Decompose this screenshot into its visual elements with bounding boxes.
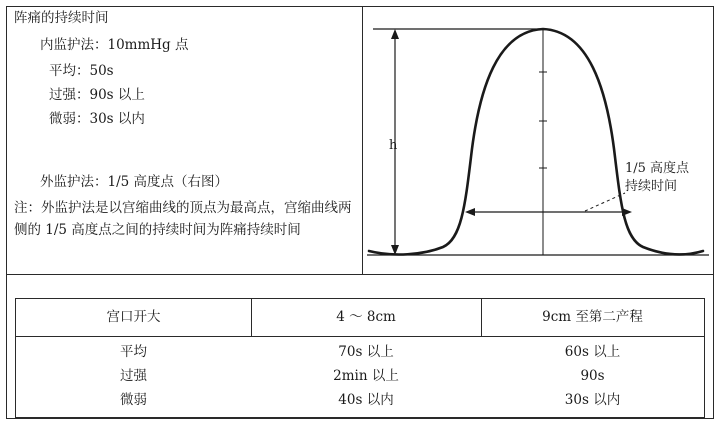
table-cell: 过强 — [120, 368, 147, 384]
table-cell: 60s 以上 — [564, 344, 621, 360]
callout-label-line1: 1/5 高度点 — [625, 161, 690, 176]
section-title: 阵痛的持续时间 — [14, 10, 109, 26]
table-cell: 平均 — [120, 344, 147, 360]
table-cell: 40s 以内 — [338, 392, 394, 408]
table-cell: 2min 以上 — [333, 368, 399, 384]
callout-label-line2: 持续时间 — [625, 179, 678, 194]
weak-text: 微弱：30s 以内 — [49, 111, 145, 127]
duration-arrow-right-head — [622, 208, 632, 216]
dilation-duration-table — [15, 298, 705, 418]
table-cell: 30s 以内 — [564, 392, 621, 408]
table-cell: 微弱 — [120, 392, 147, 408]
table-cell: 70s 以上 — [338, 344, 394, 360]
callout-leader — [585, 193, 625, 211]
section-divider — [6, 274, 714, 275]
strong-text: 过强：90s 以上 — [49, 87, 145, 103]
height-arrow-up-head — [391, 29, 399, 39]
contraction-curve-figure — [363, 7, 713, 273]
table-header-cell: 9cm 至第二产程 — [542, 309, 643, 325]
duration-arrow-left-head — [465, 208, 475, 216]
table-cell: 90s — [580, 368, 605, 384]
internal-method-text: 内监护法：10mmHg 点 — [40, 37, 189, 53]
table-header-cell: 4 ～ 8cm — [336, 309, 396, 325]
table-header-cell: 宫口开大 — [106, 309, 161, 325]
height-label: h — [389, 138, 398, 153]
note-text: 注：外监护法是以宫缩曲线的顶点为最高点，宫缩曲线两侧的 1/5 高度点之间的持续时间为阵痛持续时间 — [14, 200, 352, 238]
contraction-curve — [369, 29, 703, 254]
average-text: 平均：50s — [49, 63, 114, 79]
external-method-text: 外监护法：1/5 高度点（右图） — [40, 174, 229, 190]
table-header-divider — [16, 336, 704, 337]
